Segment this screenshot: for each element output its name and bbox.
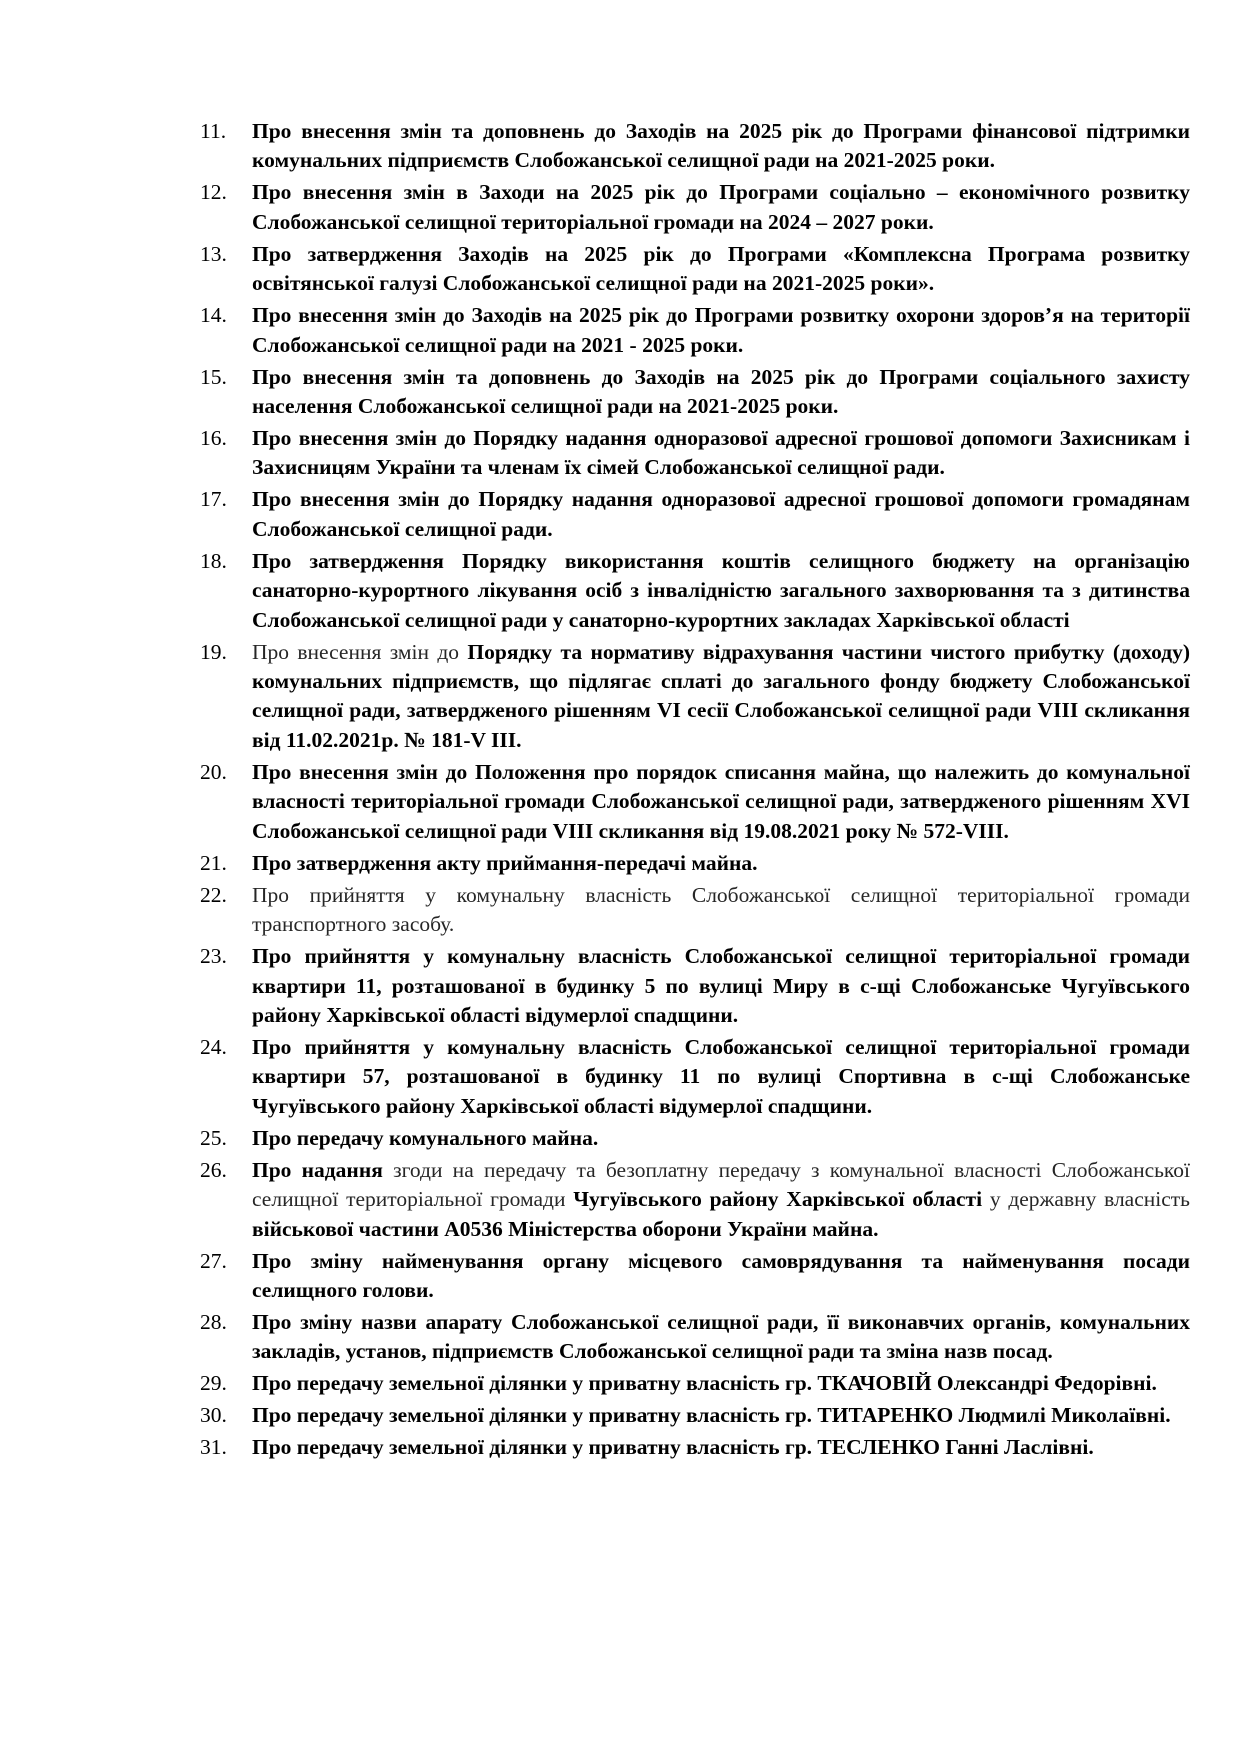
agenda-item-text [252, 1401, 1190, 1430]
agenda-item-number: 19. [200, 639, 227, 664]
agenda-item-text-segment: Про внесення змін до Заходів на 2025 рік до Програми розвитку охорони здоров’я на території Слобожанської селищної ради на 2021 - 2025 роки. [252, 303, 1190, 357]
agenda-item-text [252, 1433, 1190, 1462]
agenda-item-number: 14. [200, 303, 227, 328]
agenda-item-text [252, 178, 1190, 237]
agenda-item [200, 240, 1190, 299]
agenda-item-text-segment: Про передачу земельної ділянки у приватну власність гр. ТИТАРЕНКО Людмилі Миколаївні. [252, 1403, 1171, 1428]
agenda-item-text-segment: військової частини А0536 Міністерства оборони України майна. [252, 1216, 879, 1241]
agenda-item-text-segment: Про внесення змін до Порядку надання одноразової адресної грошової допомоги Захисникам і Захисницям України та членам їх сімей Слобожанської селищної ради. [252, 426, 1190, 480]
agenda-item-text [252, 485, 1190, 544]
agenda-item-text-segment: Про внесення змін в Заходи на 2025 рік до Програми соціально – економічного розвитку Слобожанської селищної територіальної громади на 2024 – 2027 роки. [252, 180, 1190, 234]
agenda-item-number: 21. [200, 850, 227, 875]
agenda-item-number: 17. [200, 487, 227, 512]
agenda-item-number: 12. [200, 180, 227, 205]
agenda-item-text-segment: Чугуївського району Харківської області [573, 1187, 990, 1212]
agenda-item-text [252, 424, 1190, 483]
agenda-item [200, 1156, 1190, 1244]
agenda-item-text [252, 363, 1190, 422]
agenda-item [200, 1247, 1190, 1306]
agenda-item-text [252, 1124, 1190, 1153]
agenda-item-number: 23. [200, 944, 227, 969]
agenda-item-text-segment: Про зміну найменування органу місцевого самоврядування та найменування посади селищного голови. [252, 1248, 1190, 1302]
agenda-item [200, 485, 1190, 544]
agenda-item [200, 178, 1190, 237]
agenda-item [200, 1433, 1190, 1462]
agenda-item [200, 301, 1190, 360]
agenda-item [200, 363, 1190, 422]
agenda-item-number: 15. [200, 364, 227, 389]
agenda-item [200, 758, 1190, 846]
agenda-item-text-segment: у державну власність [989, 1187, 1190, 1212]
agenda-item-text-segment: Про зміну назви апарату Слобожанської селищної ради, її виконавчих органів, комунальних закладів, установ, підприємств Слобожанської селищної ради та зміна назв посад. [252, 1309, 1190, 1364]
agenda-item-text-segment: Про прийняття у комунальну власність Слобожанської селищної територіальної громади транспортного засобу. [252, 882, 1190, 937]
agenda-item [200, 881, 1190, 940]
agenda-item-text [252, 881, 1190, 940]
agenda-list [200, 117, 1190, 1465]
agenda-item-text [252, 240, 1190, 299]
agenda-item-text-segment: згоди на передачу та безоплатну передачу з комунальної власності Слобожанської селищної територіальної громади [252, 1157, 1191, 1212]
agenda-item [200, 1033, 1190, 1121]
agenda-item-text [252, 547, 1190, 635]
agenda-item-text [252, 638, 1190, 756]
agenda-item-text-segment: Про передачу земельної ділянки у приватну власність гр. ТЕСЛЕНКО Ганні Ласлівні. [252, 1435, 1094, 1460]
agenda-item-number: 13. [200, 241, 227, 266]
agenda-item-text [252, 942, 1190, 1030]
agenda-item-number: 20. [200, 759, 227, 784]
agenda-item-number: 29. [200, 1371, 227, 1396]
agenda-item-number: 25. [200, 1125, 227, 1150]
agenda-item-number: 31. [200, 1435, 227, 1460]
agenda-item-text-segment: Про внесення змін до [252, 639, 468, 664]
agenda-item-text-segment: Про внесення змін до Порядку надання одноразової адресної грошової допомоги громадянам Слобожанської селищної ради. [252, 487, 1190, 541]
agenda-item-text [252, 301, 1190, 360]
agenda-item-text-segment: Про внесення змін та доповнень до Заходів на 2025 рік до Програми соціального захисту населення Слобожанської селищної ради на 2021-2025 роки. [252, 364, 1190, 419]
agenda-item-text-segment: Порядку та нормативу відрахування частини чистого прибутку (доходу) комунальних підприємств, що підлягає сплаті до загального фонду бюджету Слобожанської селищної ради, затвердженого рішенням VI сесії Слобожанської селищної ради VIII скликання від 11.02.2021р. № 181-V ІІІ. [252, 639, 1190, 752]
agenda-item-text [252, 849, 1190, 878]
agenda-item-text [252, 1247, 1190, 1306]
agenda-item [200, 1401, 1190, 1430]
agenda-item-text-segment: Про надання [252, 1157, 394, 1182]
agenda-item [200, 1308, 1190, 1367]
agenda-item-text-segment: Про затвердження акту приймання-передачі майна. [252, 850, 758, 875]
agenda-item [200, 849, 1190, 878]
agenda-item-text [252, 1369, 1190, 1398]
agenda-item-number: 22. [200, 882, 227, 907]
agenda-item [200, 1369, 1190, 1398]
agenda-item-number: 28. [200, 1309, 227, 1334]
agenda-item-text-segment: Про внесення змін та доповнень до Заходів на 2025 рік до Програми фінансової підтримки комунальних підприємств Слобожанської селищної ради на 2021-2025 роки. [252, 119, 1190, 173]
agenda-item-text-segment: Про передачу комунального майна. [252, 1125, 599, 1150]
agenda-item-text-segment: Про передачу земельної ділянки у приватну власність гр. ТКАЧОВІЙ Олександрі Федорівні. [252, 1371, 1157, 1396]
agenda-item-number: 30. [200, 1403, 227, 1428]
agenda-item-number: 18. [200, 548, 227, 573]
agenda-item-text [252, 1308, 1190, 1367]
agenda-item-text-segment: Про затвердження Заходів на 2025 рік до Програми «Комплексна Програма розвитку освітянської галузі Слобожанської селищної ради на 2021-2025 роки». [252, 241, 1190, 296]
agenda-item-text-segment: Про прийняття у комунальну власність Слобожанської селищної територіальної громади квартири 57, розташованої в будинку 11 по вулиці Спортивна в с-щі Слобожанське Чугуївського району Харківської області відумерлої спадщини. [252, 1034, 1190, 1118]
agenda-item [200, 117, 1190, 176]
agenda-item [200, 1124, 1190, 1153]
agenda-item-text [252, 758, 1190, 846]
agenda-item-text [252, 117, 1190, 176]
agenda-item [200, 547, 1190, 635]
agenda-item-number: 26. [200, 1157, 227, 1182]
agenda-item-text-segment: Про затвердження Порядку використання коштів селищного бюджету на організацію санаторно-курортного лікування осіб з інвалідністю загального захворювання та з дитинства Слобожанської селищної ради у санаторно-курортних закладах Харківської області [252, 548, 1190, 632]
agenda-item-text-segment: Про внесення змін до Положення про порядок списання майна, що належить до комунальної власності територіальної громади Слобожанської селищної ради, затвердженого рішенням XVІ Слобожанської селищної ради VIІІ скликання від 19.08.2021 року № 572-VIII. [252, 759, 1190, 843]
agenda-item [200, 638, 1190, 756]
agenda-item-text [252, 1156, 1190, 1244]
agenda-item-number: 16. [200, 426, 227, 451]
agenda-item-number: 27. [200, 1248, 227, 1273]
agenda-item-number: 24. [200, 1034, 227, 1059]
agenda-item-text-segment: Про прийняття у комунальну власність Слобожанської селищної територіальної громади квартири 11, розташованої в будинку 5 по вулиці Миру в с-щі Слобожанське Чугуївського району Харківської області відумерлої спадщини. [252, 944, 1190, 1027]
agenda-item [200, 942, 1190, 1030]
agenda-item [200, 424, 1190, 483]
agenda-item-text [252, 1033, 1190, 1121]
agenda-item-number: 11. [200, 119, 227, 143]
